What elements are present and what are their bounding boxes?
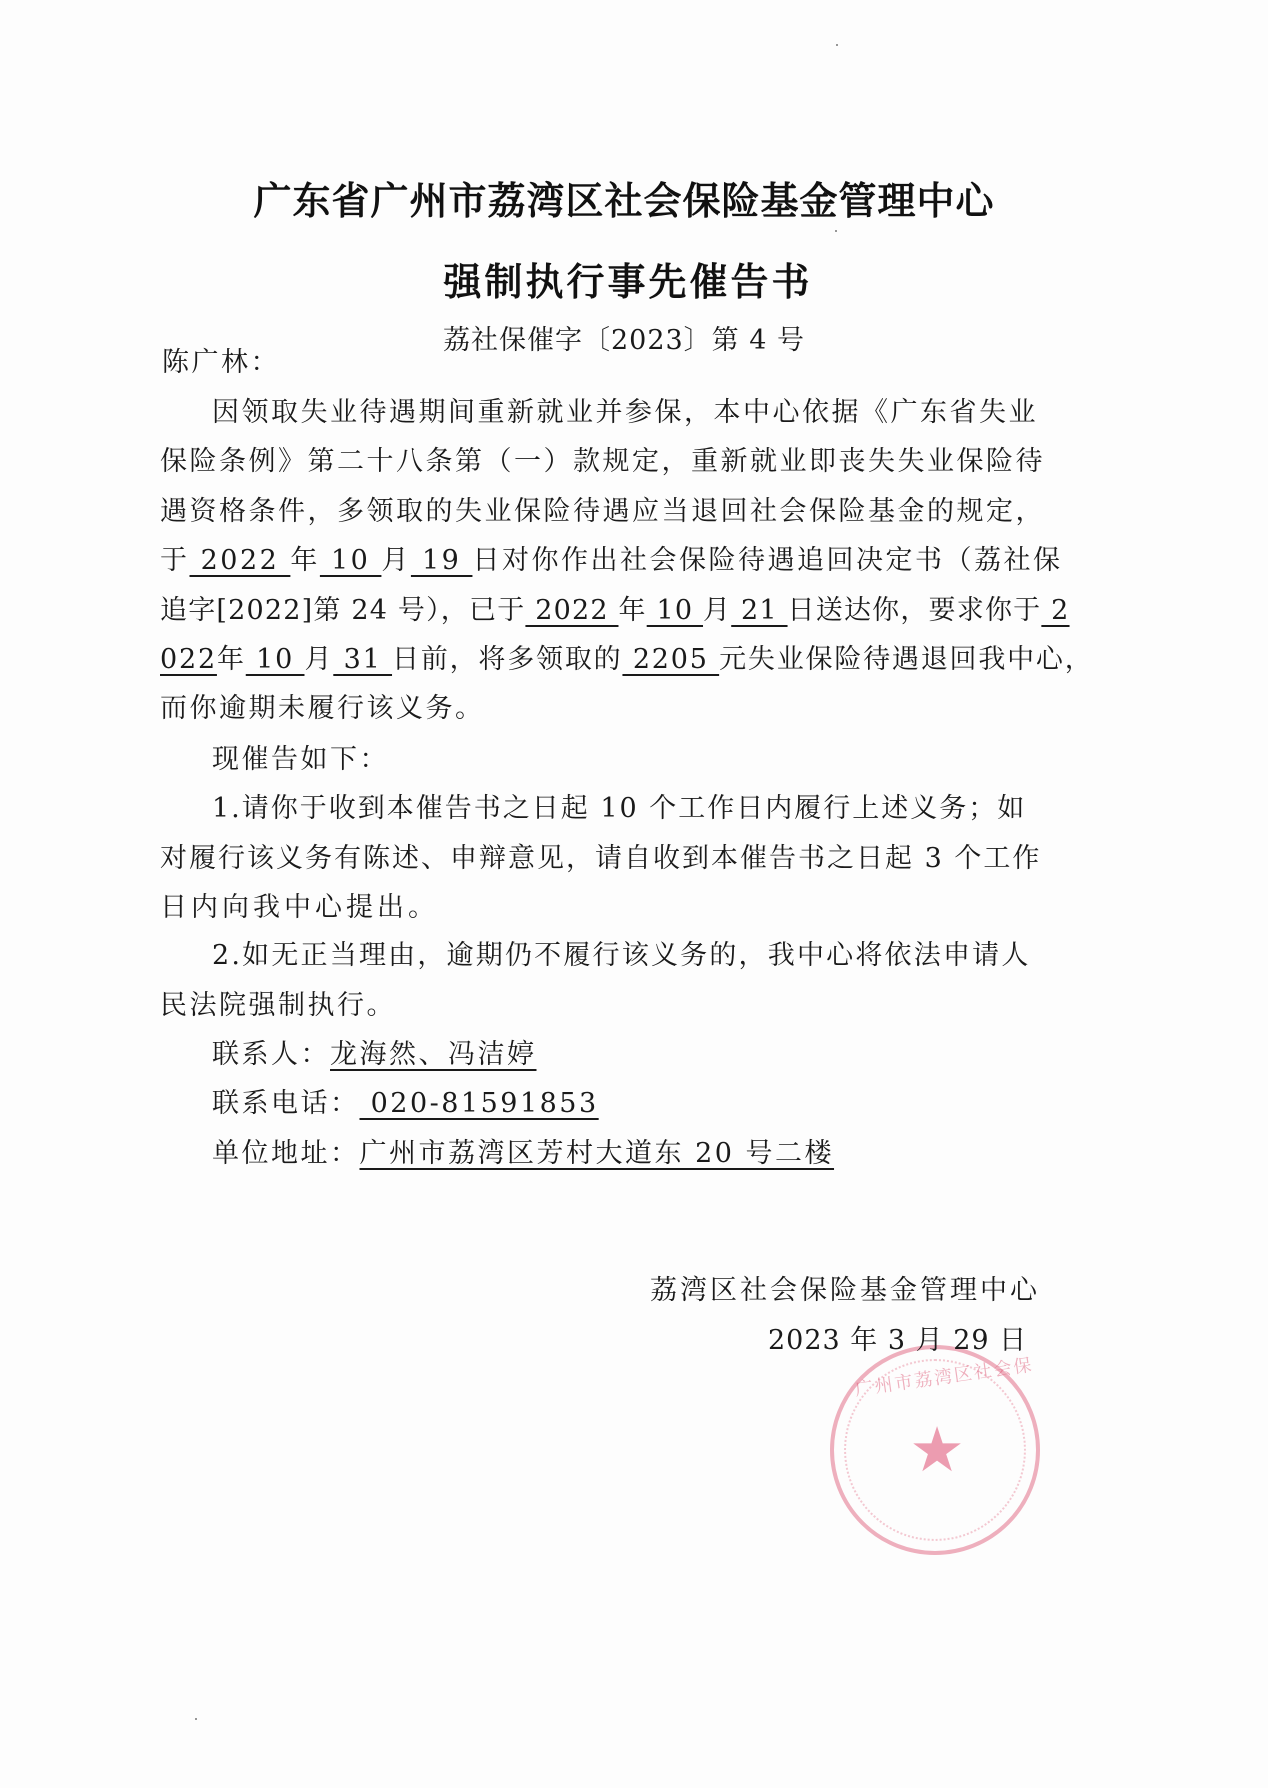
seal-star-icon: ★	[909, 1413, 965, 1486]
notice-item-2: 2.如无正当理由，逾期仍不履行该义务的，我中心将依法申请人	[212, 940, 1031, 971]
paragraph-line: 保险条例》第二十八条第（一）款规定，重新就业即丧失失业保险待	[160, 446, 1045, 477]
paragraph-line-delivery-date: 追字[2022]第 24 号），已于 2022 年 10 月 21 日送达你，要求你于 2	[160, 595, 1070, 626]
document-title: 广东省广州市荔湾区社会保险基金管理中心	[253, 179, 995, 223]
contact-person-row	[212, 1032, 537, 1071]
scan-speck	[836, 44, 838, 46]
notice-intro: 现催告如下：	[212, 744, 389, 775]
paragraph-line: 遇资格条件，多领取的失业保险待遇应当退回社会保险基金的规定，	[160, 496, 1045, 527]
delivery-month: 10	[646, 595, 704, 626]
scan-speck	[835, 230, 837, 232]
deadline-year-part1: 2	[1041, 595, 1070, 626]
deadline-month: 10	[245, 644, 305, 675]
decision-month: 10	[319, 545, 382, 576]
contact-phone-label: 联系电话：	[212, 1088, 360, 1119]
issue-date: 2023 年 3 月 29 日	[768, 1325, 1028, 1356]
paragraph-line-deadline: 022年 10 月 31 日前，将多领取的 2205 元失业保险待遇退回我中心，	[160, 644, 1094, 675]
notice-item-1: 1.请你于收到本催告书之日起 10 个工作日内履行上述义务；如	[212, 793, 1027, 824]
paragraph-line: 因领取失业待遇期间重新就业并参保，本中心依据《广东省失业	[212, 397, 1038, 428]
contact-phone-row	[212, 1081, 599, 1120]
official-seal	[830, 1345, 1040, 1555]
contact-address-row	[212, 1131, 834, 1170]
decision-day: 19	[410, 545, 473, 576]
notice-item-1-cont: 日内向我中心提出。	[160, 892, 439, 923]
deadline-day: 31	[333, 644, 393, 675]
contact-address-label: 单位地址：	[212, 1138, 360, 1169]
refund-amount: 2205	[622, 644, 720, 675]
notice-item-2-cont: 民法院强制执行。	[160, 990, 396, 1021]
document-number: 荔社保催字〔2023〕第 4 号	[442, 325, 806, 356]
contact-person-label: 联系人：	[212, 1039, 330, 1070]
scan-speck	[195, 1718, 197, 1720]
notice-item-1-cont: 对履行该义务有陈述、申辩意见，请自收到本催告书之日起 3 个工作	[160, 843, 1042, 874]
decision-year: 2022	[189, 545, 291, 576]
issuing-organization: 荔湾区社会保险基金管理中心	[650, 1275, 1040, 1306]
seal-text: 广州市荔湾区社会保	[853, 1354, 1035, 1401]
delivery-year: 2022	[525, 595, 619, 626]
contact-address-value: 广州市荔湾区芳村大道东 20 号二楼	[359, 1138, 835, 1169]
paragraph-line-decision-date: 于 2022 年 10 月 19 日对你作出社会保险待遇追回决定书（荔社保	[160, 545, 1063, 576]
recipient-salutation: 陈广林：	[162, 347, 280, 378]
contact-person-value: 龙海然、冯洁婷	[330, 1039, 537, 1070]
contact-phone-value: 020-81591853	[359, 1088, 599, 1119]
document-subtitle: 强制执行事先催告书	[443, 260, 813, 304]
paragraph-line: 而你逾期未履行该义务。	[160, 693, 485, 724]
deadline-year-part2: 022	[160, 644, 217, 675]
delivery-day: 21	[731, 595, 788, 626]
